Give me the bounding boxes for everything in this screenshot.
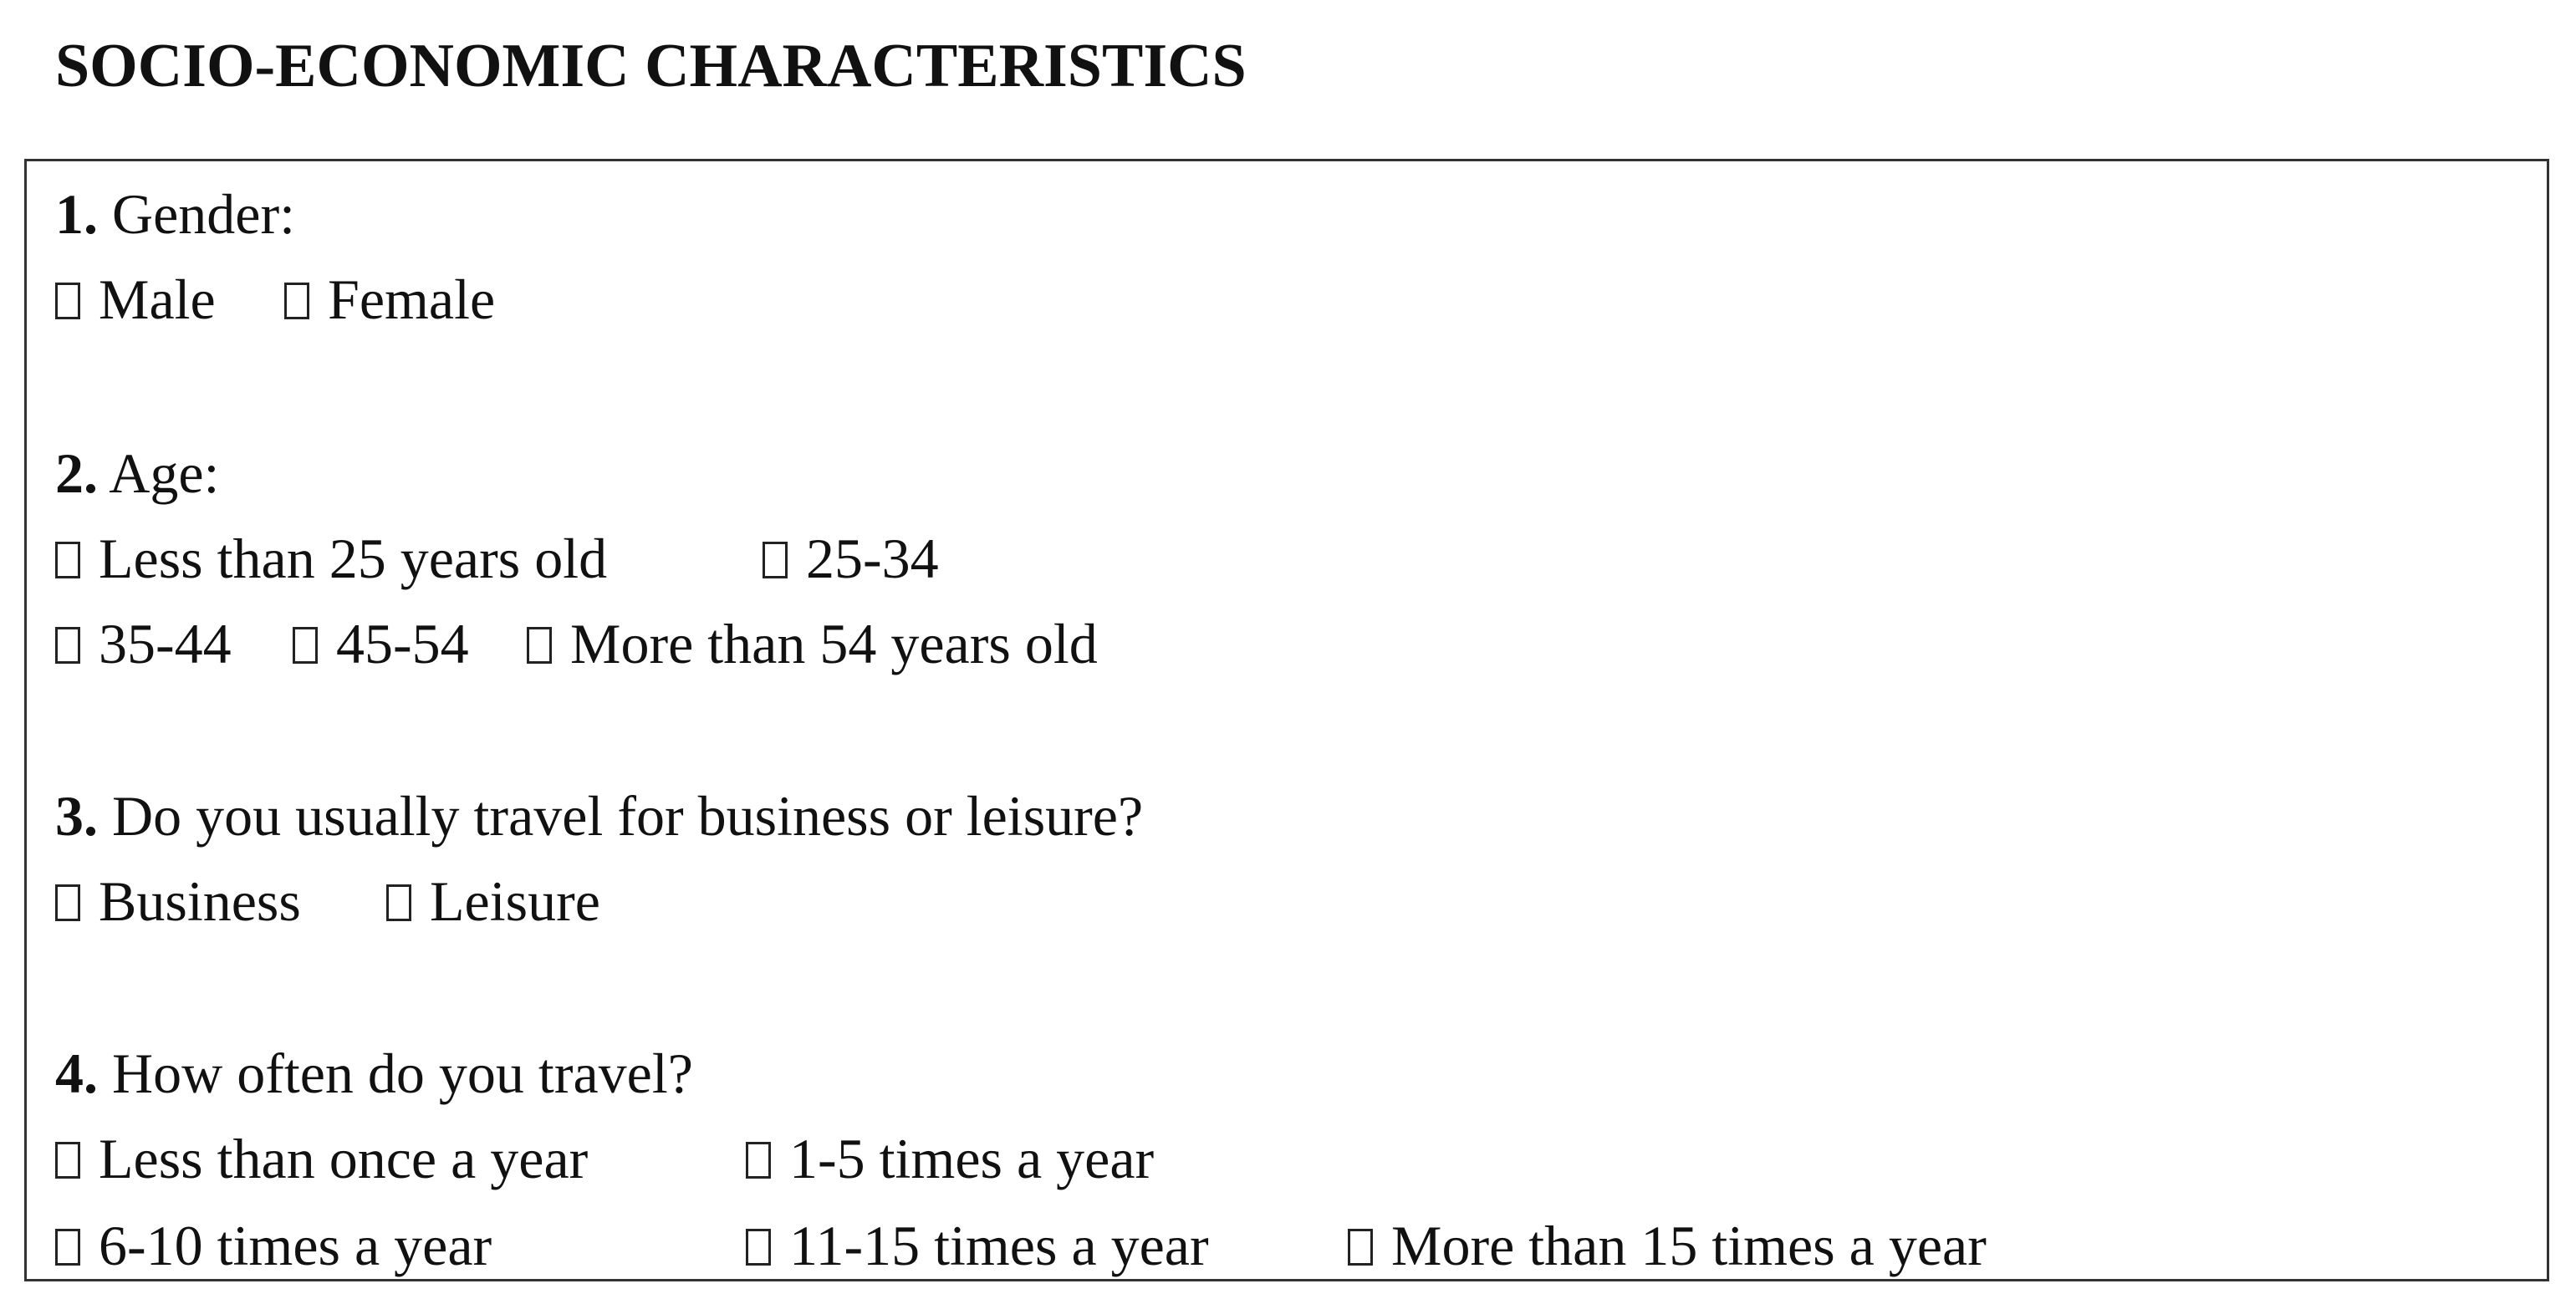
option-business[interactable] (55, 869, 301, 933)
option-45-54[interactable] (293, 612, 469, 675)
question-text: Do you usually travel for business or leisure? (112, 784, 1144, 848)
option-leisure[interactable] (386, 869, 600, 933)
question-number: 3. (55, 784, 98, 848)
option-female[interactable] (284, 267, 496, 331)
option-1-5-times[interactable] (746, 1127, 1155, 1190)
option-label: More than 54 years old (570, 612, 1098, 675)
section-title: SOCIO-ECONOMIC CHARACTERISTICS (55, 32, 1247, 100)
question-4 (55, 1042, 693, 1105)
option-label: Male (99, 267, 216, 331)
question-text: Gender: (112, 182, 296, 246)
checkbox-icon[interactable] (527, 627, 552, 664)
checkbox-icon[interactable] (55, 542, 80, 578)
question-text: How often do you travel? (112, 1042, 693, 1105)
option-label: 25-34 (806, 527, 939, 590)
option-more-than-54[interactable] (527, 612, 1098, 675)
question-number: 2. (55, 441, 98, 505)
option-label: 11-15 times a year (789, 1214, 1209, 1277)
option-label: 45-54 (336, 612, 469, 675)
option-label: 35-44 (99, 612, 232, 675)
checkbox-icon[interactable] (746, 1229, 771, 1266)
option-male[interactable] (55, 267, 216, 331)
option-less-than-25[interactable] (55, 527, 608, 590)
checkbox-icon[interactable] (55, 1142, 80, 1179)
checkbox-icon[interactable] (55, 1229, 80, 1266)
option-label: 1-5 times a year (789, 1127, 1155, 1190)
checkbox-icon[interactable] (55, 627, 80, 664)
option-label: Leisure (430, 869, 600, 933)
option-35-44[interactable] (55, 612, 232, 675)
checkbox-icon[interactable] (763, 542, 788, 578)
checkbox-icon[interactable] (386, 884, 411, 921)
option-label: Female (328, 267, 496, 331)
option-label: Less than once a year (99, 1127, 589, 1190)
option-label: More than 15 times a year (1391, 1214, 1987, 1277)
checkbox-icon[interactable] (1348, 1229, 1373, 1266)
question-number: 4. (55, 1042, 98, 1105)
option-6-10-times[interactable] (55, 1214, 492, 1277)
option-label: Less than 25 years old (99, 527, 608, 590)
question-text: Age: (109, 441, 220, 505)
question-number: 1. (55, 182, 98, 246)
option-label: Business (99, 869, 301, 933)
checkbox-icon[interactable] (293, 627, 318, 664)
question-1 (55, 182, 296, 246)
option-11-15-times[interactable] (746, 1214, 1209, 1277)
question-3 (55, 784, 1144, 848)
option-25-34[interactable] (763, 527, 939, 590)
checkbox-icon[interactable] (55, 884, 80, 921)
option-more-than-15-times[interactable] (1348, 1214, 1987, 1277)
question-2 (55, 441, 220, 505)
checkbox-icon[interactable] (284, 283, 309, 319)
checkbox-icon[interactable] (55, 283, 80, 319)
checkbox-icon[interactable] (746, 1142, 771, 1179)
option-label: 6-10 times a year (99, 1214, 492, 1277)
option-less-than-once-a-year[interactable] (55, 1127, 589, 1190)
